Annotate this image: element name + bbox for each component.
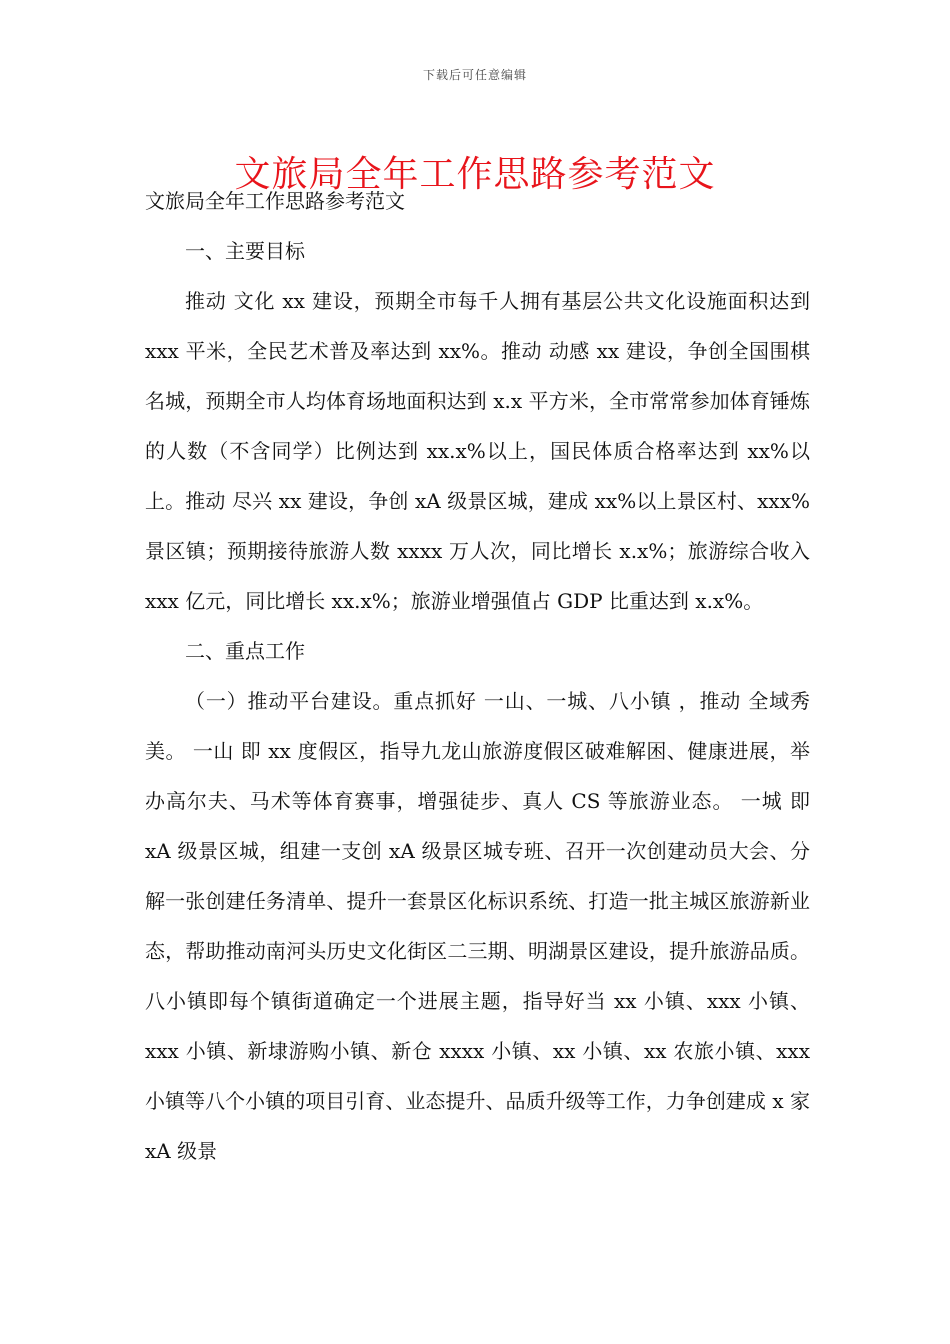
document-body (145, 176, 810, 1176)
section-heading-goals: 一、主要目标 (185, 239, 305, 263)
document-title: 文旅局全年工作思路参考范文 (234, 154, 716, 196)
goals-paragraph: 推动 文化 xx 建设，预期全市每千人拥有基层公共文化设施面积达到 xxx 平米，全民艺术普及率达到 xx%。推动 动感 xx 建设，争创全国围棋名城，预期全市人均体育场地面积达到 x.x 平方米，全市常常参加体育锤炼的人数（不含同学）比例达到 xx.x%以上，国民体质合格率达到 xx%以上。推动 尽兴 xx 建设，争创 xA 级景区城，建成 xx%以上景区村、xxx%景区镇；预期接待旅游人数 xxxx 万人次，同比增长 x.x%；旅游综合收入 xxx 亿元，同比增长 xx.x%；旅游业增强值占 GDP 比重达到 x.x%。 (145, 289, 810, 613)
header-note: 下载后可任意编辑 (422, 68, 527, 82)
key-work-paragraph: （一）推动平台建设。重点抓好 一山、一城、八小镇 ，推动 全域秀美。 一山 即 xx 度假区，指导九龙山旅游度假区破难解困、健康进展，举办高尔夫、马术等体育赛事，增强徒步、真人 CS 等旅游业态。 一城 即 xA 级景区城，组建一支创 xA 级景区城专班、召开一次创建动员大会、分解一张创建任务清单、提升一套景区化标识系统、打造一批主城区旅游新业态，帮助推动南河头历史文化街区二三期、明湖景区建设，提升旅游品质。八小镇即每个镇街道确定一个进展主题，指导好当 xx 小镇、xxx 小镇、xxx 小镇、新埭游购小镇、新仓 xxxx 小镇、xx 小镇、xx 农旅小镇、xxx 小镇等八个小镇的项目引育、业态提升、品质升级等工作，力争创建成 x 家 xA 级景 (145, 689, 810, 1163)
section-heading-key-work: 二、重点工作 (185, 639, 305, 663)
subtitle-paragraph: 文旅局全年工作思路参考范文 (145, 189, 405, 213)
